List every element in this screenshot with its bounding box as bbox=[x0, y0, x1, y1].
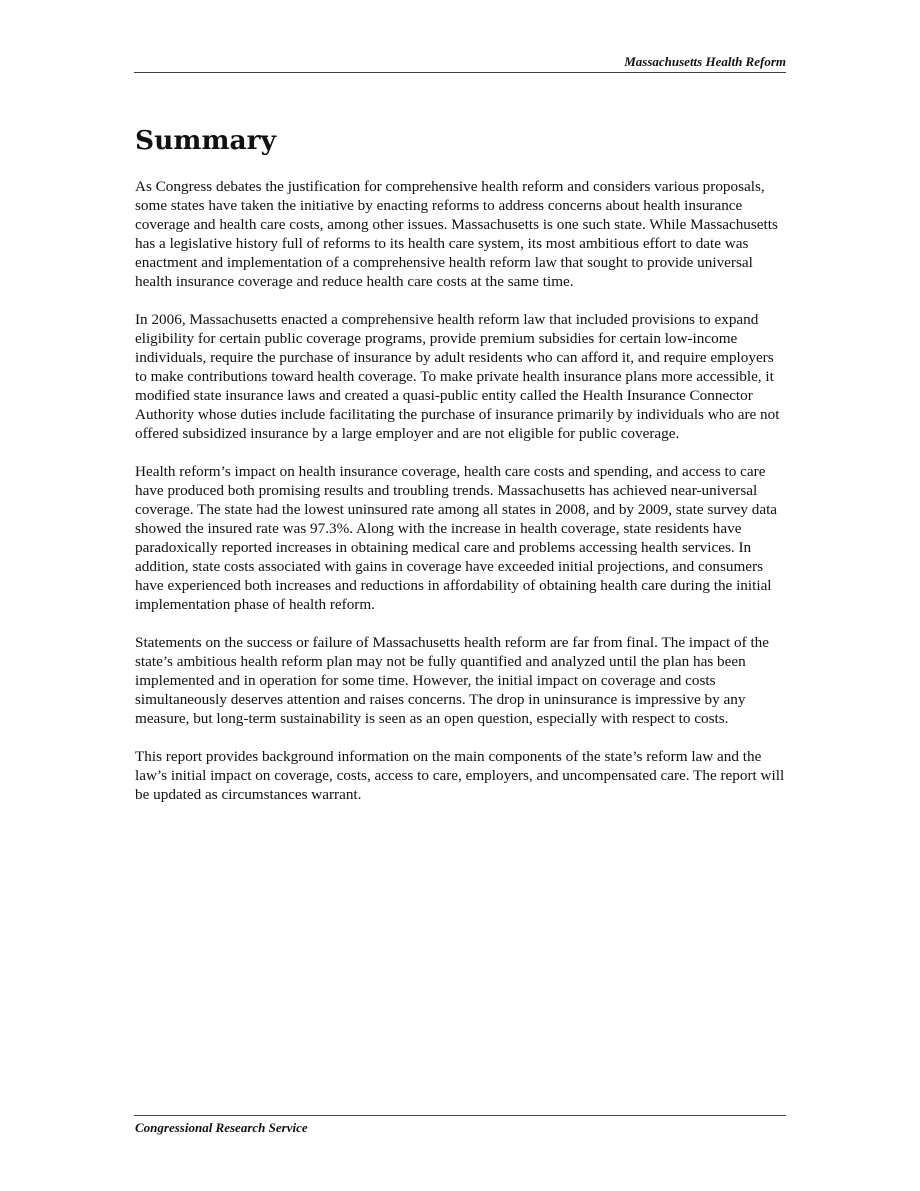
paragraph-2: In 2006, Massachusetts enacted a comprehensive health reform law that included provisions to expand eligibility for certain public coverage programs, provide premium subsidies for certain low-income individuals, require the purchase of insurance by adult residents who can afford it, and require employers to make contributions toward health coverage. To make private health insurance plans more accessible, it modified state insurance laws and created a quasi-public entity called the Health Insurance Connector Authority whose duties include facilitating the purchase of insurance primarily by individuals who are not offered subsidized insurance by a large employer and are not eligible for public coverage. bbox=[135, 311, 780, 442]
paragraph-1: As Congress debates the justification for comprehensive health reform and considers various proposals, some states have taken the initiative by enacting reforms to address concerns about health insurance coverage and health care costs, among other issues. Massachusetts is one such state. While Massachusetts has a legislative history full of reforms to its health care system, its most ambitious effort to date was enactment and implementation of a comprehensive health reform law that sought to provide universal health insurance coverage and reduce health care costs at the same time. bbox=[135, 178, 778, 290]
running-title: Massachusetts Health Reform bbox=[624, 54, 786, 69]
page-footer bbox=[134, 1115, 786, 1135]
page-header bbox=[134, 54, 786, 73]
paragraph-4: Statements on the success or failure of Massachusetts health reform are far from final. The impact of the state’s ambitious health reform plan may not be fully quantified and analyzed until the plan has been implemented and in operation for some time. However, the initial impact on coverage and costs simultaneously deserves attention and raises concerns. The drop in uninsurance is impressive by any measure, but long-term sustainability is seen as an open question, especially with respect to costs. bbox=[135, 634, 769, 727]
paragraph-3: Health reform’s impact on health insurance coverage, health care costs and spending, and access to care have produced both promising results and troubling trends. Massachusetts has achieved near-universal coverage. The state had the lowest uninsured rate among all states in 2008, and by 2009, state survey data showed the insured rate was 97.3%. Along with the increase in health coverage, state residents have paradoxically reported increases in obtaining medical care and problems accessing health services. In addition, state costs associated with gains in coverage have exceeded initial projections, and consumers have experienced both increases and reductions in affordability of obtaining health care during the initial implementation phase of health reform. bbox=[135, 463, 778, 613]
paragraph-5: This report provides background information on the main components of the state’s reform law and the law’s initial impact on coverage, costs, access to care, employers, and uncompensated care. The report will be updated as circumstances warrant. bbox=[135, 748, 785, 803]
footer-organization: Congressional Research Service bbox=[135, 1120, 308, 1135]
summary-body bbox=[135, 177, 785, 823]
page-title: Summary bbox=[135, 125, 277, 156]
